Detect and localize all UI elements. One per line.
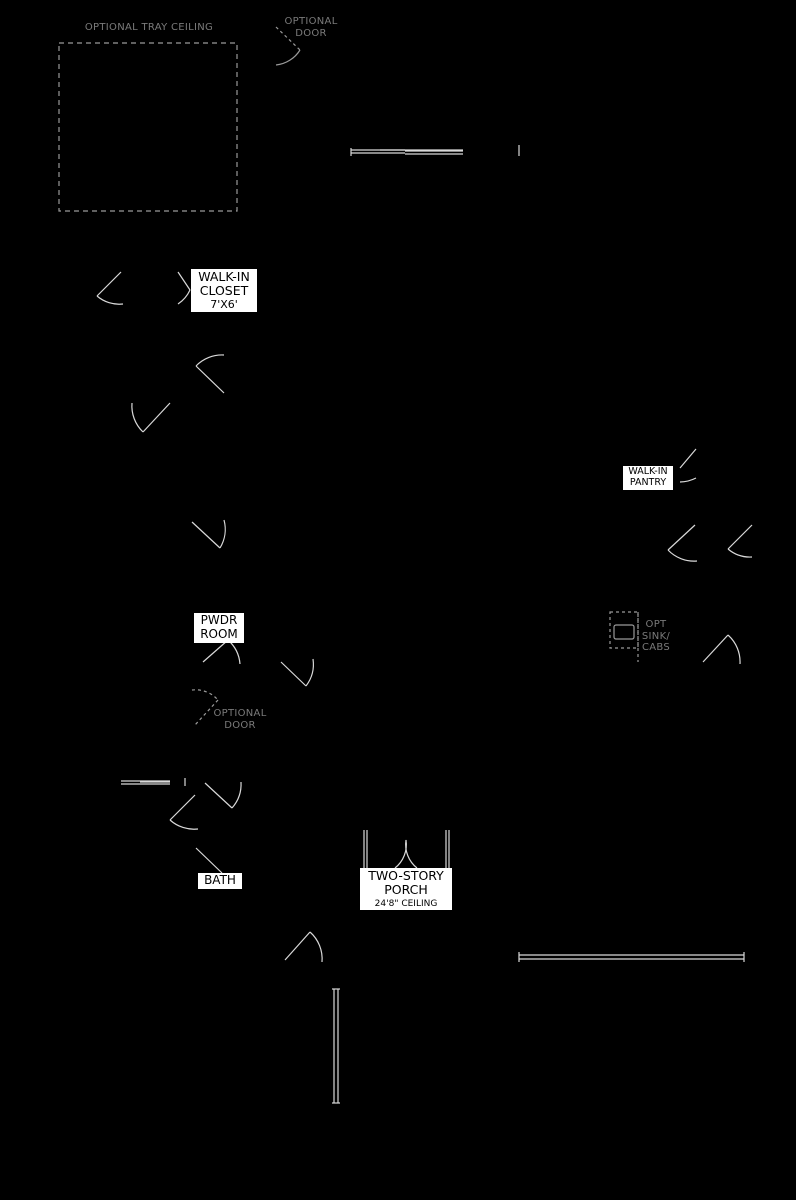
closet-door-right bbox=[178, 272, 190, 304]
door-swing-6 bbox=[170, 795, 198, 829]
walk-in-closet-label bbox=[191, 269, 257, 312]
kitchen-door-2 bbox=[728, 525, 752, 557]
optional-door-top-line2: DOOR bbox=[295, 27, 327, 39]
powder-room-label bbox=[194, 613, 244, 643]
front-door bbox=[285, 932, 322, 962]
bath-label bbox=[198, 873, 242, 889]
porch-window bbox=[519, 952, 744, 962]
opt-sink-note bbox=[639, 619, 673, 654]
bath-line1: BATH bbox=[204, 873, 236, 887]
walk-in-closet-line2: CLOSET bbox=[199, 283, 249, 299]
opt-sink-line2: SINK/ bbox=[641, 630, 671, 642]
optional-door-top-line1: OPTIONAL bbox=[284, 16, 338, 27]
opt-sink-cabinet bbox=[610, 612, 638, 662]
optional-door-mid-note bbox=[208, 708, 272, 731]
optional-door-top-note bbox=[281, 16, 341, 39]
walk-in-pantry-label bbox=[623, 466, 673, 490]
tray-ceiling-outline bbox=[59, 43, 237, 211]
porch-line1: TWO-STORY bbox=[368, 868, 444, 883]
pantry-door bbox=[680, 449, 696, 482]
door-swing-7 bbox=[703, 635, 740, 664]
porch-line2: PORCH bbox=[384, 882, 428, 898]
porch-ceiling: 24'8" CEILING bbox=[374, 898, 438, 909]
bottom-window bbox=[332, 989, 340, 1103]
walk-in-closet-line1: WALK-IN bbox=[198, 269, 250, 284]
pwdr-door bbox=[203, 640, 240, 664]
tray-ceiling-note: OPTIONAL TRAY CEILING bbox=[84, 22, 214, 33]
powder-room-line1: PWDR bbox=[200, 613, 238, 627]
top-window bbox=[351, 145, 519, 156]
bath-door bbox=[196, 848, 222, 873]
opt-sink-line1: OPT bbox=[645, 619, 667, 630]
door-swing-1 bbox=[196, 355, 224, 393]
optional-door-mid-line1: OPTIONAL bbox=[213, 708, 267, 719]
porch-double-door bbox=[364, 830, 449, 870]
walk-in-closet-size: 7'X6' bbox=[210, 297, 238, 311]
opt-sink-line3: CABS bbox=[641, 642, 671, 653]
powder-room-line2: ROOM bbox=[200, 626, 238, 641]
door-swing-4 bbox=[281, 659, 313, 686]
walk-in-pantry-line2: PANTRY bbox=[629, 476, 667, 488]
closet-door-left bbox=[97, 272, 123, 304]
two-story-porch-label bbox=[360, 868, 452, 910]
optional-door-mid-line2: DOOR bbox=[224, 719, 256, 731]
door-swing-5 bbox=[205, 782, 241, 808]
walk-in-pantry-line1: WALK-IN bbox=[628, 466, 668, 477]
door-swing-3 bbox=[192, 520, 225, 548]
kitchen-door-1 bbox=[668, 525, 697, 561]
left-window bbox=[121, 778, 185, 786]
door-swing-2 bbox=[132, 403, 170, 432]
